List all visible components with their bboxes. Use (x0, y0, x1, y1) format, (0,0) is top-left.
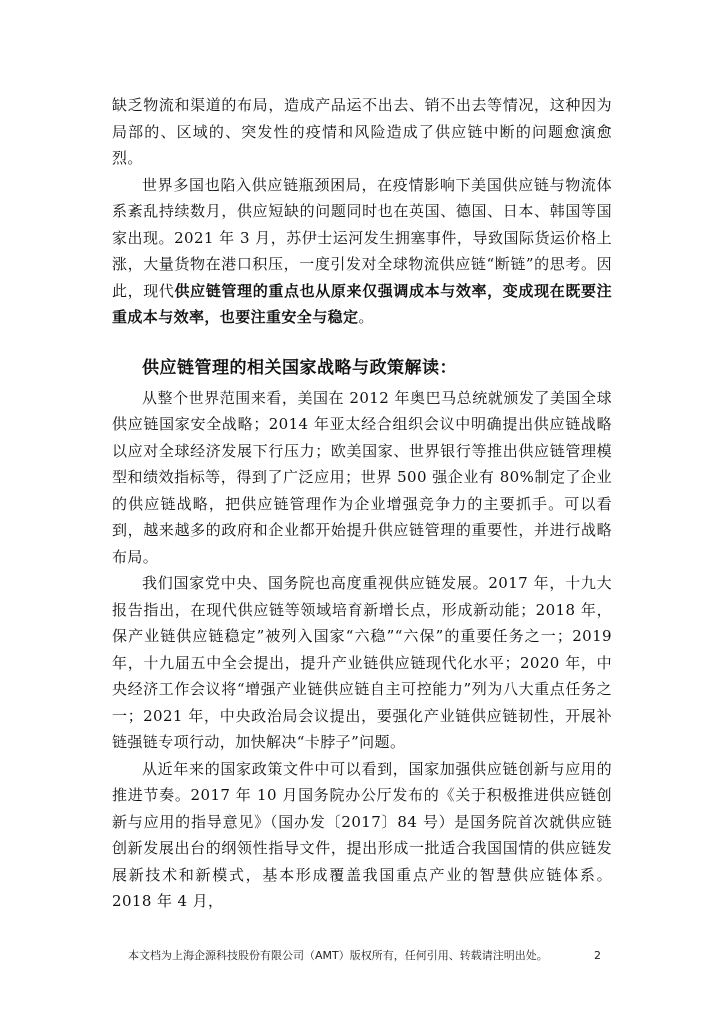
paragraph-2 (112, 172, 612, 331)
paragraph-5: 从近年来的国家政策文件中可以看到，国家加强供应链创新与应用的推进节奏。2017 年 10 月国务院办公厅发布的《关于积极推进供应链创新与应用的指导意见》（国办发〔2017〕84 号）是国务院首次就供应链创新发展出台的纲领性指导文件，提出形成一批适合我国国情的供应链发展新技术和新模式，基本形成覆盖我国重点产业的智慧供应链体系。2018 年 4 月， (112, 759, 612, 910)
paragraph-4: 我们国家党中央、国务院也高度重视供应链发展。2017 年，十九大报告指出，在现代供应链等领域培育新增长点，形成新动能；2018 年，保产业链供应链稳定”被列入国家“六稳”“六保”的重要任务之一；2019 年，十九届五中全会提出，提升产业链供应链现代化水平；2020 年，中央经济工作会议将“增强产业链供应链自主可控能力”列为八大重点任务之一；2021 年，中央政治局会议提出，要强化产业链供应链韧性，开展补链强链专项行动，加快解决“卡脖子”问题。 (112, 574, 612, 751)
document-body (112, 92, 612, 915)
paragraph-2-text: 世界多国也陷入供应链瓶颈困局，在疫情影响下美国供应链与物流体系紊乱持续数月，供应短缺的问题同时也在英国、德国、日本、韩国等国家出现。2021 年 3 月，苏伊士运河发生拥塞事件，导致国际货运价格上涨，大量货物在港口积压，一度引发对全球物流供应链“断链”的思考。因此，现代 (112, 175, 612, 300)
paragraph-1: 缺乏物流和渠道的布局，造成产品运不出去、销不出去等情况，这种因为局部的、区域的、突发性的疫情和风险造成了供应链中断的问题愈演愈烈。 (112, 96, 612, 167)
copyright-notice: 本文档为上海企源科技股份有限公司（AMT）版权所有，任何引用、转载请注明出处。 (128, 949, 548, 962)
page-number: 2 (594, 949, 601, 962)
paragraph-2-bold-text: 供应链管理的重点也从原来仅强调成本与效率，变成现在既要注重成本与效率，也要注重安全与稳定 (112, 281, 612, 326)
section-heading: 供应链管理的相关国家战略与政策解读： (142, 357, 457, 378)
paragraph-3: 从整个世界范围来看，美国在 2012 年奥巴马总统就颁发了美国全球供应链国家安全战略；2014 年亚太经合组织会议中明确提出供应链战略以应对全球经济发展下行压力；欧美国家、世界银行等推出供应链管理模型和绩效指标等，得到了广泛应用；世界 500 强企业有 80%制定了企业的供应链战略，把供应链管理作为企业增强竞争力的主要抓手。可以看到，越来越多的政府和企业都开始提升供应链管理的重要性，并进行战略布局。 (112, 388, 612, 566)
page-footer (0, 947, 724, 967)
paragraph-2-end: 。 (358, 308, 374, 326)
